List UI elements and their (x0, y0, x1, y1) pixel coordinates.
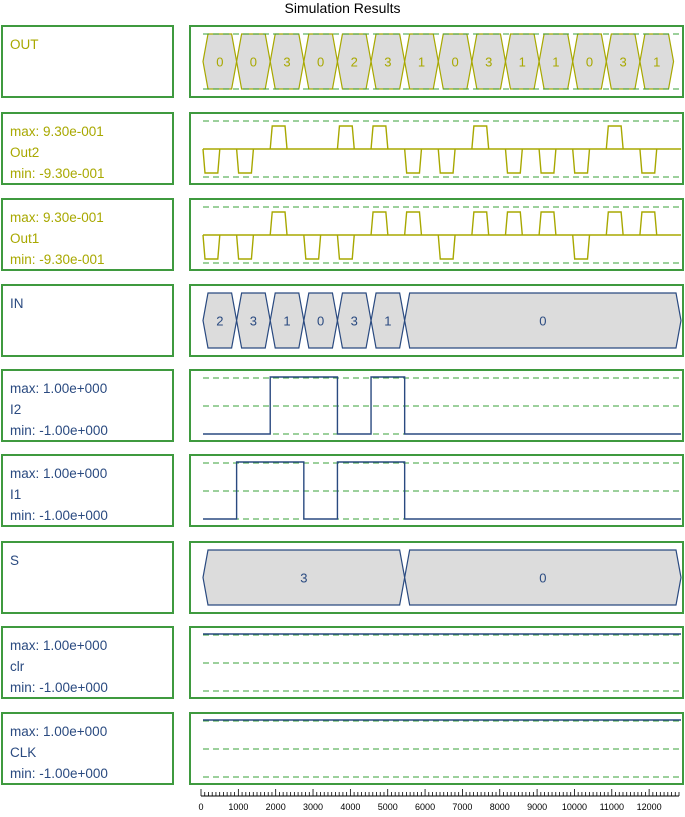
signal-min-label: min: -1.00e+000 (10, 766, 108, 781)
signal-label-out[interactable] (1, 25, 174, 98)
waveform-plot-clr (191, 628, 685, 701)
pulse (505, 212, 522, 235)
signal-min-label: min: -1.00e+000 (10, 423, 108, 438)
x-tick-label: 0 (198, 802, 204, 812)
pulse (573, 149, 590, 173)
x-tick-label: 10000 (561, 802, 587, 812)
waveform-in[interactable] (189, 284, 684, 357)
waveform-plot-i2 (191, 371, 685, 444)
x-tick-label: 8000 (489, 802, 510, 812)
bus-value-label: 1 (417, 54, 426, 70)
waveform-s[interactable] (189, 541, 684, 614)
bus-value-label: 3 (485, 54, 493, 70)
signal-name-label: I1 (10, 487, 22, 502)
bus-value-label: 1 (283, 313, 291, 329)
bus-value-label: 1 (552, 54, 560, 70)
x-tick-label: 7000 (452, 802, 473, 812)
x-axis (0, 788, 685, 817)
pulse (270, 126, 287, 149)
bus-value-label: 3 (350, 313, 358, 329)
pulse (237, 235, 254, 259)
bus-value-label: 3 (300, 570, 308, 586)
bus-value-label: 3 (384, 54, 392, 70)
x-tick-label: 5000 (377, 802, 398, 812)
signal-name-label: clr (10, 659, 25, 674)
signal-name-label: Out1 (10, 231, 40, 246)
signal-label-clr[interactable] (1, 626, 174, 699)
waveform-out2[interactable] (189, 112, 684, 185)
pulse (573, 235, 590, 259)
x-tick-label: 11000 (599, 802, 624, 812)
signal-label-i2[interactable] (1, 369, 174, 442)
signal-name-label: CLK (10, 745, 37, 760)
signal-min-label: min: -1.00e+000 (10, 680, 108, 695)
x-tick-label: 12000 (636, 802, 662, 812)
waveform-plot-s (191, 543, 685, 616)
bus-value-label: 0 (585, 54, 594, 70)
pulse (405, 149, 422, 173)
bus-value-label: 0 (216, 54, 224, 70)
waveform-clk[interactable] (189, 712, 684, 785)
bus-value-label: 3 (249, 313, 258, 329)
pulse (472, 126, 489, 149)
signal-name-label: Out2 (10, 145, 40, 160)
pulse (237, 149, 254, 173)
signal-name-label: S (10, 553, 20, 568)
pulse (304, 235, 321, 259)
signal-max-label: max: 9.30e-001 (10, 124, 104, 139)
bus-value-label: 0 (317, 313, 325, 329)
waveform-plot-out (191, 27, 685, 100)
pulse (371, 126, 388, 149)
bus-value-label: 0 (539, 570, 547, 586)
pulse (539, 149, 556, 173)
waveform-plot-out1 (191, 200, 685, 273)
pulse (337, 126, 354, 149)
pulse (371, 212, 388, 235)
pulse (438, 235, 455, 259)
bus-value-label: 3 (283, 54, 291, 70)
x-tick-label: 6000 (415, 802, 436, 812)
signal-label-s[interactable] (1, 541, 174, 614)
bus-value-label: 0 (249, 54, 258, 70)
pulse (472, 212, 489, 235)
x-tick-label: 3000 (303, 802, 324, 812)
signal-name-label: I2 (10, 402, 22, 417)
pulse (640, 149, 657, 173)
pulse (539, 212, 556, 235)
signal-max-label: max: 1.00e+000 (10, 638, 108, 653)
waveform-plot-out2 (191, 114, 685, 187)
pulse (606, 212, 623, 235)
bus-value-label: 0 (539, 313, 547, 329)
pulse (270, 212, 287, 235)
waveform-out[interactable] (189, 25, 684, 98)
pulse (438, 149, 455, 173)
x-tick-label: 2000 (265, 802, 286, 812)
bus-value-label: 2 (216, 313, 224, 329)
signal-min-label: min: -9.30e-001 (10, 166, 105, 181)
bus-value-label: 0 (451, 54, 459, 70)
bus-value-label: 1 (384, 313, 392, 329)
signal-label-out1[interactable] (1, 198, 174, 271)
waveform-i1[interactable] (189, 454, 684, 527)
waveform-out1[interactable] (189, 198, 684, 271)
pulse (337, 235, 354, 259)
pulse (606, 126, 623, 149)
signal-name-label: OUT (10, 37, 39, 52)
pulse (203, 149, 220, 173)
x-tick-label: 1000 (228, 802, 249, 812)
signal-min-label: min: -1.00e+000 (10, 508, 108, 523)
x-tick-label: 9000 (527, 802, 548, 812)
signal-max-label: max: 1.00e+000 (10, 724, 108, 739)
waveform-plot-i1 (191, 456, 685, 529)
pulse (405, 212, 422, 235)
waveform-clr[interactable] (189, 626, 684, 699)
chart-title: Simulation Results (284, 0, 401, 16)
signal-name-label: IN (10, 296, 24, 311)
bus-value-label: 2 (350, 54, 358, 70)
pulse (640, 212, 657, 235)
bus-value-label: 3 (619, 54, 627, 70)
signal-max-label: max: 1.00e+000 (10, 466, 108, 481)
signal-max-label: max: 1.00e+000 (10, 381, 108, 396)
bus-value-label: 1 (653, 54, 661, 70)
signal-label-out2[interactable] (1, 112, 174, 185)
signal-min-label: min: -9.30e-001 (10, 252, 105, 267)
signal-label-i1[interactable] (1, 454, 174, 527)
pulse (203, 235, 220, 259)
signal-label-in[interactable] (1, 284, 174, 357)
bus-value-label: 1 (518, 54, 526, 70)
signal-max-label: max: 9.30e-001 (10, 210, 104, 225)
signal-label-clk[interactable] (1, 712, 174, 785)
waveform-plot-clk (191, 714, 685, 787)
bus-value-label: 0 (317, 54, 325, 70)
waveform-i2[interactable] (189, 369, 684, 442)
x-tick-label: 4000 (340, 802, 361, 812)
pulse (505, 149, 522, 173)
waveform-plot-in (191, 286, 685, 359)
